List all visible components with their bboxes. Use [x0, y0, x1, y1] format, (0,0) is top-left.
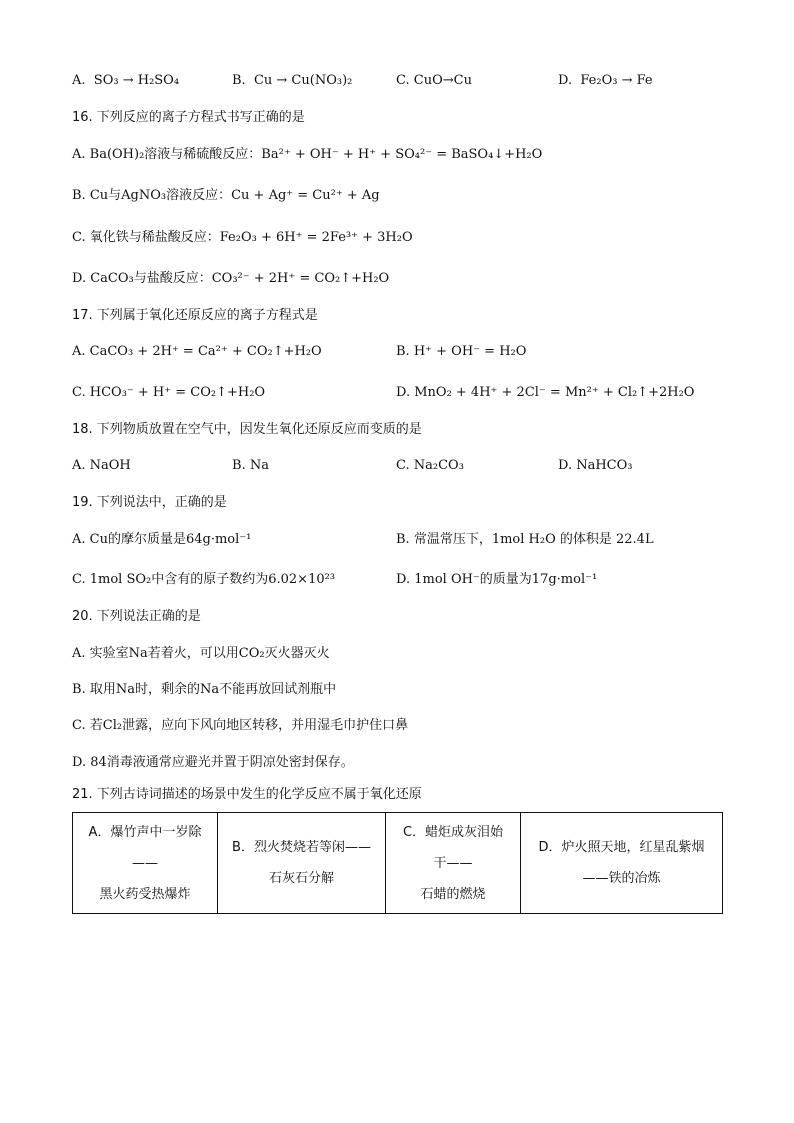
- q17-option-b[interactable]: B. H⁺ + OH⁻ = H₂O: [396, 344, 527, 359]
- q15-option-a[interactable]: [72, 72, 179, 90]
- option-equation: Cu → Cu(NO₃)₂: [253, 73, 353, 88]
- q18-option-a[interactable]: A. NaOH: [72, 458, 131, 473]
- q19-stem: 19. 下列说法中，正确的是: [72, 495, 227, 510]
- cell-line: C．蜡炬成灰泪始: [402, 824, 504, 840]
- q20-option-b[interactable]: B. 取用Na时，剩余的Na不能再放回试剂瓶中: [72, 682, 337, 697]
- q21-options-table: [72, 812, 723, 914]
- q17-option-c[interactable]: C. HCO₃⁻ + H⁺ = CO₂↑+H₂O: [72, 385, 266, 400]
- q21-option-b[interactable]: [218, 813, 386, 914]
- q19-option-a[interactable]: A. Cu的摩尔质量是64g·mol⁻¹: [72, 532, 252, 547]
- q21-option-a[interactable]: [73, 813, 218, 914]
- q18-option-c[interactable]: C. Na₂CO₃: [396, 458, 464, 473]
- q16-stem: 16. 下列反应的离子方程式书写正确的是: [72, 110, 305, 125]
- cell-line: 干——: [433, 855, 473, 871]
- option-equation: CuO→Cu: [413, 73, 472, 88]
- option-label: A.: [72, 73, 86, 88]
- option-label: D.: [558, 73, 573, 88]
- cell-line: D．炉火照天地，红星乱紫烟: [538, 840, 705, 855]
- cell-line: 石灰石分解: [268, 871, 334, 886]
- q17-option-d[interactable]: D. MnO₂ + 4H⁺ + 2Cl⁻ = Mn²⁺ + Cl₂↑+2H₂O: [396, 385, 695, 400]
- q18-option-b[interactable]: B. Na: [232, 458, 269, 473]
- q15-option-d[interactable]: [558, 72, 653, 90]
- q18-option-d[interactable]: D. NaHCO₃: [558, 458, 633, 473]
- cell-line: B．烈火焚烧若等闲——: [232, 840, 371, 855]
- q20-option-c[interactable]: C. 若Cl₂泄露，应向下风向地区转移，并用湿毛巾护住口鼻: [72, 718, 409, 733]
- cell-line: ——: [132, 855, 158, 871]
- q19-option-d[interactable]: D. 1mol OH⁻的质量为17g·mol⁻¹: [396, 572, 598, 587]
- q21-option-c[interactable]: [386, 813, 521, 914]
- q17-option-a[interactable]: A. CaCO₃ + 2H⁺ = Ca²⁺ + CO₂↑+H₂O: [72, 344, 322, 359]
- cell-line: A．爆竹声中一岁除: [88, 824, 202, 840]
- option-label: B.: [232, 73, 246, 88]
- option-label: C.: [396, 73, 410, 88]
- cell-line: 石蜡的燃烧: [420, 886, 486, 902]
- q18-stem: 18. 下列物质放置在空气中，因发生氧化还原反应而变质的是: [72, 422, 422, 437]
- q20-option-d[interactable]: D. 84消毒液通常应避光并置于阴凉处密封保存。: [72, 755, 354, 770]
- q16-option-d[interactable]: D. CaCO₃与盐酸反应：CO₃²⁻ + 2H⁺ = CO₂↑+H₂O: [72, 271, 390, 286]
- q19-option-c[interactable]: C. 1mol SO₂中含有的原子数约为6.02×10²³: [72, 572, 336, 587]
- q16-option-b[interactable]: B. Cu与AgNO₃溶液反应：Cu + Ag⁺ = Cu²⁺ + Ag: [72, 188, 380, 203]
- q21-option-d[interactable]: [521, 813, 723, 914]
- q20-stem: 20. 下列说法正确的是: [72, 609, 201, 624]
- q15-option-c[interactable]: [396, 72, 472, 90]
- q21-stem: 21. 下列古诗词描述的场景中发生的化学反应不属于氧化还原: [72, 787, 422, 802]
- cell-line: ——铁的冶炼: [582, 871, 661, 886]
- q16-option-a[interactable]: A. Ba(OH)₂溶液与稀硫酸反应：Ba²⁺ + OH⁻ + H⁺ + SO₄²⁻ = BaSO₄↓+H₂O: [72, 147, 543, 162]
- q16-option-c[interactable]: C. 氧化铁与稀盐酸反应：Fe₂O₃ + 6H⁺ = 2Fe³⁺ + 3H₂O: [72, 230, 413, 245]
- option-equation: Fe₂O₃ → Fe: [580, 73, 653, 88]
- q17-stem: 17. 下列属于氧化还原反应的离子方程式是: [72, 308, 318, 323]
- q20-option-a[interactable]: A. 实验室Na若着火，可以用CO₂灭火器灭火: [72, 646, 330, 661]
- q15-option-b[interactable]: [232, 72, 352, 90]
- q19-option-b[interactable]: B. 常温常压下，1mol H₂O 的体积是 22.4L: [396, 532, 654, 547]
- option-equation: SO₃ → H₂SO₄: [93, 73, 180, 88]
- cell-line: 黑火药受热爆炸: [99, 886, 191, 902]
